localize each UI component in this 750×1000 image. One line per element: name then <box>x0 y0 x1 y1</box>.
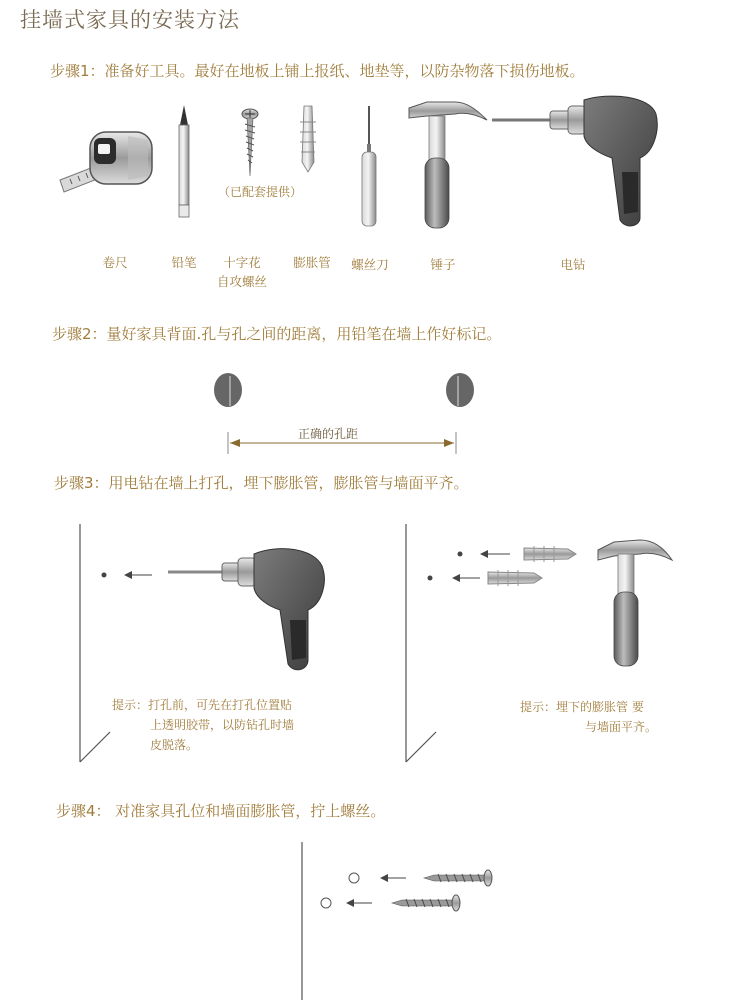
screw-wall-diagram <box>296 840 516 1000</box>
label-hammer: 锤子 <box>430 257 456 272</box>
label-drill: 电钻 <box>560 257 586 272</box>
screw-icon <box>240 108 260 180</box>
label-screw-line1: 十字花 <box>223 255 261 270</box>
screwdriver-icon <box>359 104 379 230</box>
step-2-text: 步骤2：量好家具背面.孔与孔之间的距离，用铅笔在墙上作好标记。 <box>52 325 502 343</box>
tape-measure-icon <box>58 118 158 198</box>
supplied-note: （已配套提供） <box>218 185 303 199</box>
label-screwdriver: 螺丝刀 <box>351 257 389 272</box>
pencil-icon <box>174 103 194 223</box>
tip-left-line1: 提示：打孔前，可先在打孔位置贴 <box>112 698 293 712</box>
label-tape-measure: 卷尺 <box>102 255 128 270</box>
step-3-text: 步骤3：用电钻在墙上打孔，埋下膨胀管，膨胀管与墙面平齐。 <box>54 474 469 492</box>
label-anchor: 膨胀管 <box>293 255 331 270</box>
step-4-text: 步骤4： 对准家具孔位和墙面膨胀管，拧上螺丝。 <box>56 802 386 820</box>
hammer-icon <box>405 98 491 232</box>
tip-right-line1: 提示：埋下的膨胀管 要 <box>520 700 644 714</box>
tip-left-line3: 皮脱落。 <box>150 738 199 752</box>
hole-distance-label: 正确的孔距 <box>298 427 359 441</box>
tip-right-line2: 与墙面平齐。 <box>585 720 658 734</box>
label-pencil: 铅笔 <box>171 255 197 270</box>
tip-left-line2: 上透明胶带，以防钻孔时墙 <box>150 718 295 732</box>
marking-holes <box>210 372 480 462</box>
page-title: 挂墙式家具的安装方法 <box>20 8 240 32</box>
step-1-text: 步骤1：准备好工具。最好在地板上铺上报纸、地垫等，以防杂物落下损伤地板。 <box>50 62 585 80</box>
wall-anchor-icon <box>296 102 320 174</box>
label-screw-line2: 自攻螺丝 <box>216 274 267 289</box>
drill-icon <box>490 94 660 234</box>
